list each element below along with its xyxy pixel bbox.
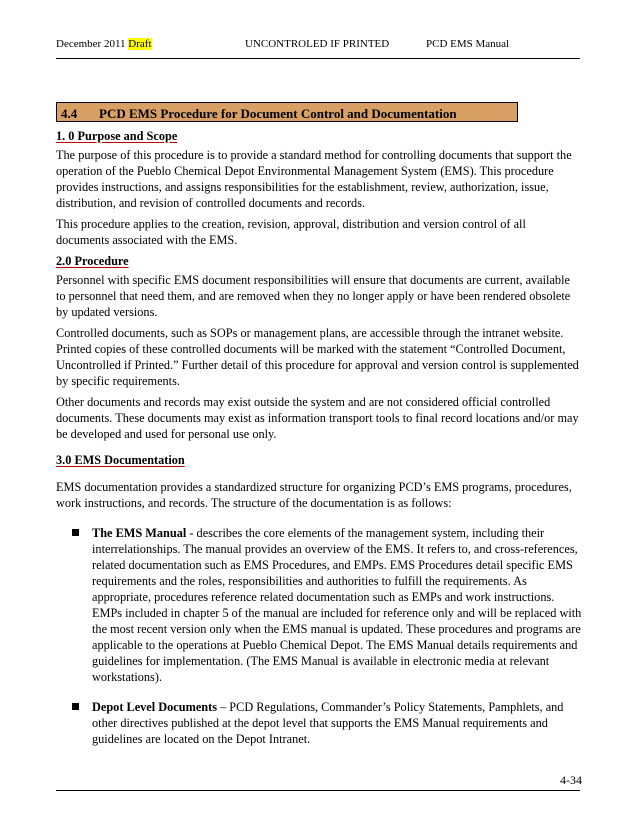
purpose-paragraph-2: This procedure applies to the creation, revision, approval, distribution and version control of all documents associated with the EMS. <box>56 217 526 247</box>
header-divider <box>56 58 580 59</box>
purpose-paragraph-1: The purpose of this procedure is to provide a standard method for controlling documents that support the operation of the Pueblo Chemical Depot Environmental Management System (EMS). This procedure provides instructions, and assigns responsibilities for the establishment, review, authorization, issue, distribution, and revision of controlled documents and records. <box>56 148 572 210</box>
documentation-bullet-list <box>56 525 582 747</box>
procedure-paragraph-2: Controlled documents, such as SOPs or management plans, are accessible through the intranet website. Printed copies of these controlled documents will be marked with the statement “Controlled Document, Uncontrolled if Printed.” Further detail of this procedure for approval and version control is supplemented by specific requirements. <box>56 326 579 388</box>
section-number: 4.4 <box>61 106 78 121</box>
procedure-paragraph-1: Personnel with specific EMS document responsibilities will ensure that documents are current, available to personnel that need them, and are removed when they no longer apply or have been rendered obsolete by updated versions. <box>56 273 571 319</box>
section-title-box <box>56 102 518 122</box>
bullet-text: - describes the core elements of the management system, including their interrelationships. The manual provides an overview of the EMS. It refers to, and cross-references, related documentation such as EMS Procedures, and EMPs. EMS Procedures detail specific EMS requirements and the roles, responsibilities and authorities to fulfill the requirements. As appropriate, procedures reference related documentation such as EMPs and work instructions. EMPs included in chapter 5 of the manual are included for reference only and will be replaced with the most recent version only when the EMS manual is updated. These procedures and programs are applicable to the operations at Pueblo Chemical Depot. The EMS Manual details requirements and guidelines for implementation. (The EMS Manual is available in electronic media at relevant workstations). <box>92 526 582 684</box>
procedure-heading: 2.0 Procedure <box>56 254 129 268</box>
square-bullet-icon <box>72 529 79 536</box>
bullet-text: – PCD Regulations, Commander’s Policy Statements, Pamphlets, and other directives published at the depot level that supports the EMS Manual requirements and guidelines are located on the Depot Intranet. <box>92 700 564 746</box>
header-manual-name: PCD EMS Manual <box>426 38 510 50</box>
bullet-term: The EMS Manual <box>92 526 187 540</box>
main-content <box>56 128 582 761</box>
list-item <box>56 699 582 747</box>
spacer <box>56 471 582 479</box>
section-title: PCD EMS Procedure for Document Control and Documentation <box>99 106 457 121</box>
list-item <box>56 525 582 685</box>
header-date: December 2011 <box>56 38 126 50</box>
documentation-heading: 3.0 EMS Documentation <box>56 453 185 467</box>
page-header <box>56 38 576 54</box>
page-number: 4-34 <box>560 773 582 787</box>
header-draft-highlight: Draft <box>128 38 152 50</box>
bullet-term: Depot Level Documents <box>92 700 217 714</box>
procedure-paragraph-3: Other documents and records may exist outside the system and are not considered official controlled documents. These documents may exist as information transport tools to final record locations and/or may be developed and used for personal use only. <box>56 395 579 441</box>
square-bullet-icon <box>72 703 79 710</box>
purpose-heading: 1. 0 Purpose and Scope <box>56 129 178 143</box>
documentation-paragraph-1: EMS documentation provides a standardized structure for organizing PCD’s EMS programs, procedures, work instructions, and records. The structure of the documentation is as follows: <box>56 480 572 510</box>
header-notice: UNCONTROLED IF PRINTED <box>245 38 390 50</box>
header-date-group <box>56 38 152 50</box>
footer-divider <box>56 790 580 791</box>
